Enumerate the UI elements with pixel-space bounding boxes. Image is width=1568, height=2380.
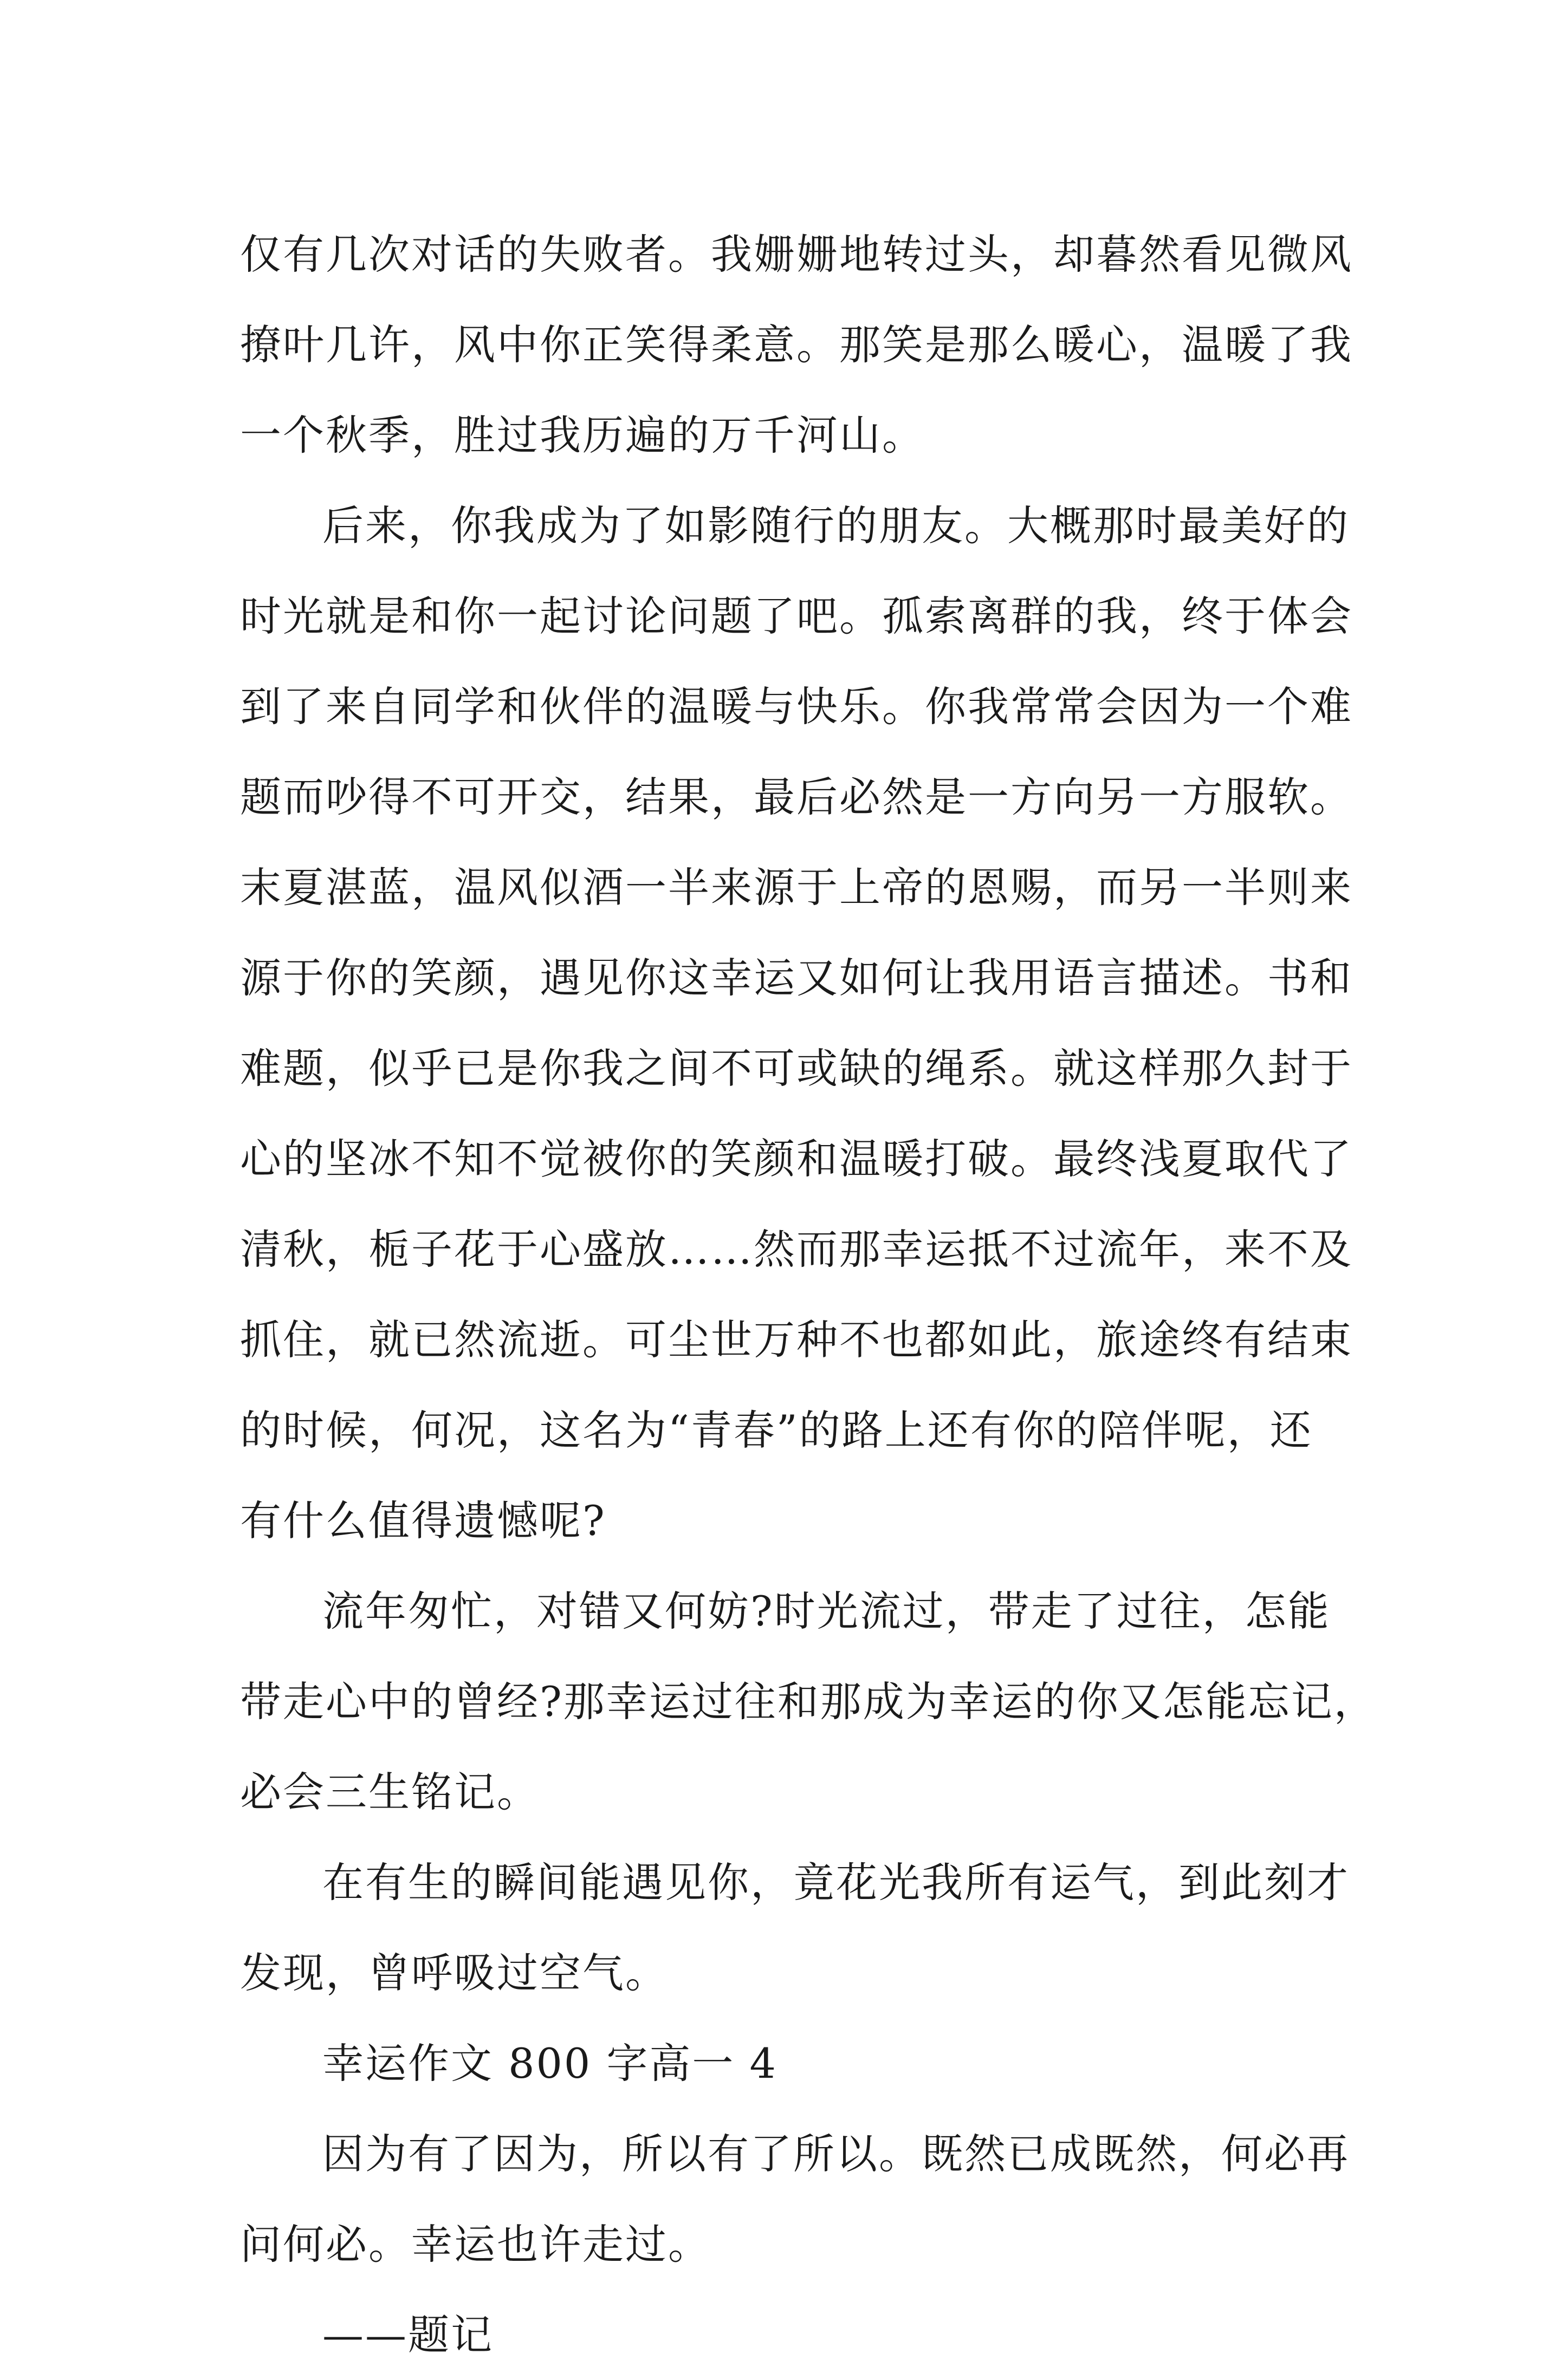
text-line: 心的坚冰不知不觉被你的笑颜和温暖打破。最终浅夏取代了	[240, 1135, 1353, 1183]
section-heading	[240, 2018, 1345, 2109]
text-line: 末夏湛蓝，温风似酒一半来源于上帝的恩赐，而另一半则来	[240, 863, 1353, 912]
paragraph-3	[240, 1566, 1377, 1837]
text-line: 抓住，就已然流逝。可尘世万种不也都如此，旅途终有结束	[240, 1316, 1353, 1364]
paragraph-5	[240, 2109, 1350, 2290]
paragraph-4	[240, 1837, 1350, 2018]
document-body	[240, 209, 1377, 2380]
text-line: 源于你的笑颜，遇见你这幸运又如何让我用语言描述。书和	[240, 954, 1353, 1002]
text-line: 清秋，栀子花于心盛放……然而那幸运抵不过流年，来不及	[240, 1225, 1353, 1273]
paragraph-1	[240, 209, 1353, 480]
text-line: 后来，你我成为了如影随行的朋友。大概那时最美好的	[322, 502, 1350, 550]
text-line: 必会三生铭记。	[240, 1768, 540, 1816]
epigraph-attribution	[240, 2290, 1345, 2380]
text-line: 问何必。幸运也许走过。	[240, 2220, 711, 2268]
text-line: 到了来自同学和伙伴的温暖与快乐。你我常常会因为一个难	[240, 682, 1353, 731]
text-line: 带走心中的曾经?那幸运过往和那成为幸运的你又怎能忘记，	[240, 1677, 1377, 1726]
text-line: 的时候，何况，这名为“青春”的路上还有你的陪伴呢，还	[240, 1406, 1313, 1454]
text-line: 发现，曾呼吸过空气。	[240, 1949, 668, 1997]
section-title: 幸运作文 800 字高一 4	[322, 2039, 777, 2088]
text-line: 在有生的瞬间能遇见你，竟花光我所有运气，到此刻才	[322, 1858, 1350, 1907]
text-line: 仅有几次对话的失败者。我姗姗地转过头，却暮然看见微风	[240, 230, 1353, 278]
text-line: 一个秋季，胜过我历遍的万千河山。	[240, 411, 925, 459]
text-line: 题而吵得不可开交，结果，最后必然是一方向另一方服软。	[240, 773, 1353, 821]
text-line: ——题记	[322, 2311, 494, 2359]
text-line: 流年匆忙，对错又何妨?时光流过，带走了过往，怎能	[322, 1587, 1331, 1635]
paragraph-2	[240, 480, 1353, 1566]
text-line: 有什么值得遗憾呢?	[240, 1497, 606, 1545]
text-line: 因为有了因为，所以有了所以。既然已成既然，何必再	[322, 2130, 1350, 2178]
text-line: 撩叶几许，风中你正笑得柔意。那笑是那么暖心，温暖了我	[240, 321, 1353, 369]
text-line: 难题，似乎已是你我之间不可或缺的绳系。就这样那久封于	[240, 1044, 1353, 1093]
text-line: 时光就是和你一起讨论问题了吧。孤索离群的我，终于体会	[240, 592, 1353, 640]
